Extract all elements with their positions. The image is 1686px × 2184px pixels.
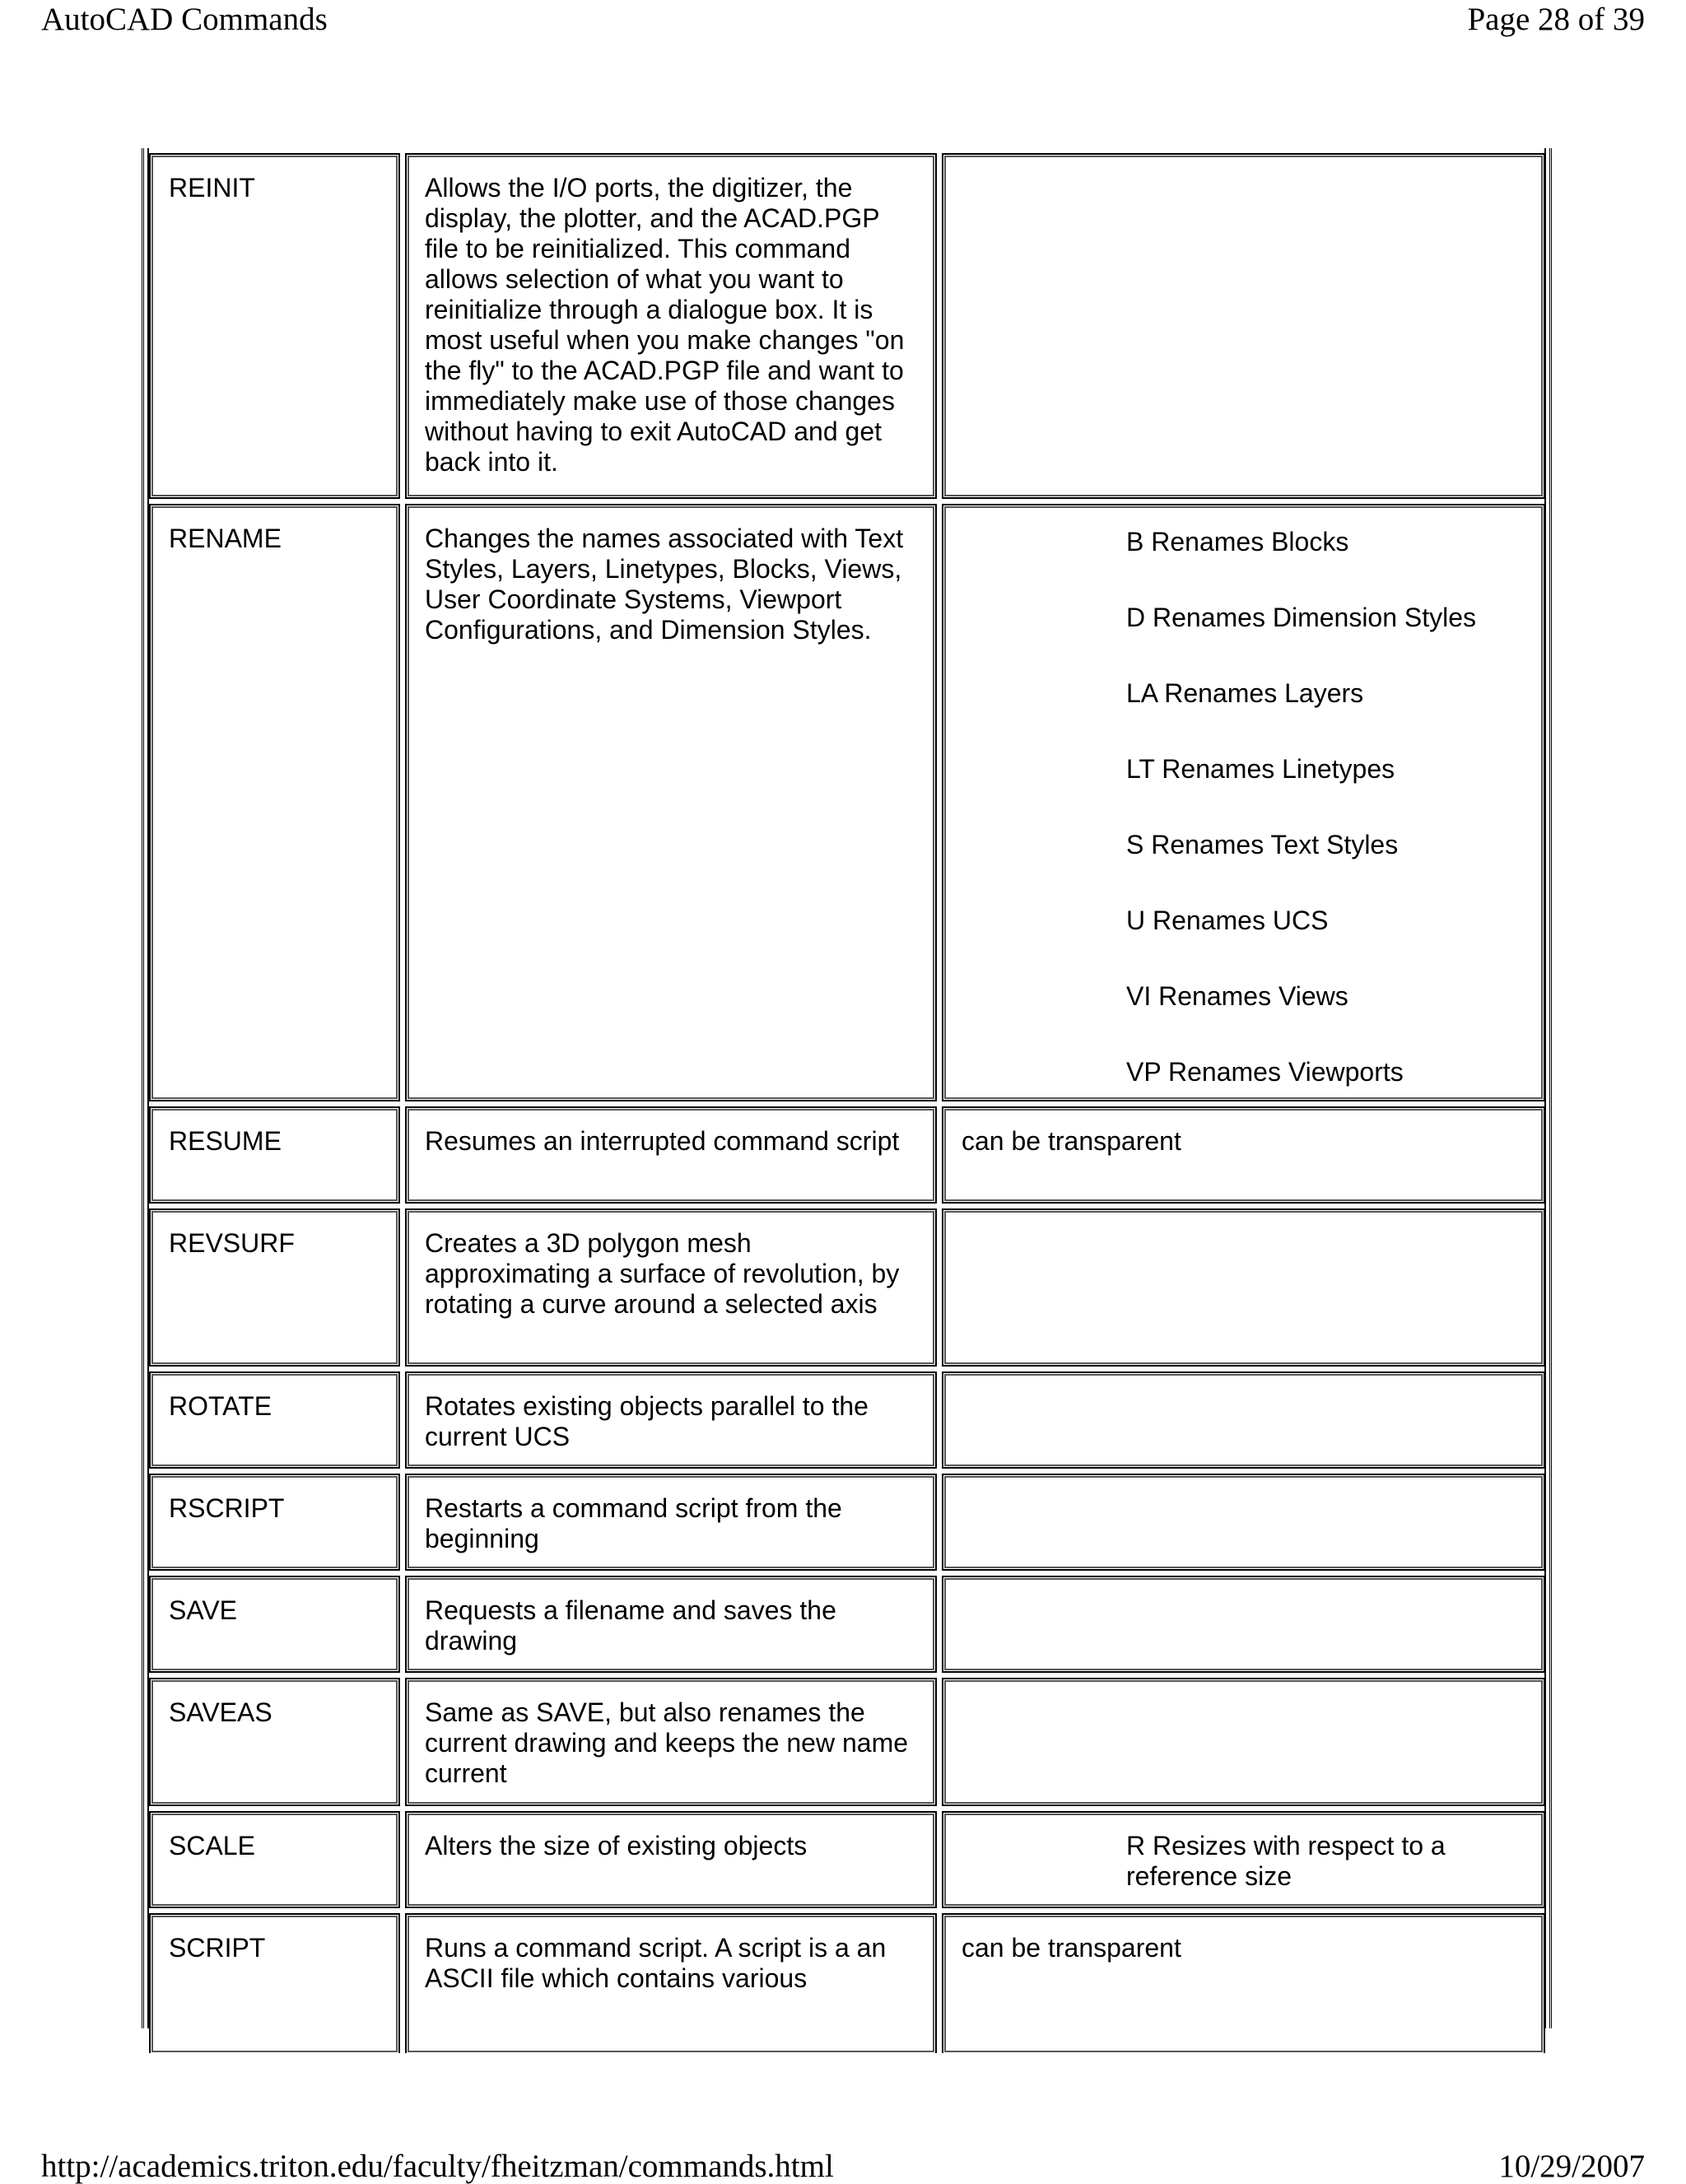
header-page-number: Page 28 of 39 — [1467, 2, 1645, 37]
description-cell: Requests a filename and saves the drawing — [405, 1576, 937, 1673]
table-row — [144, 1106, 1549, 1204]
option-item: S Renames Text Styles — [1126, 830, 1399, 859]
header-title: AutoCAD Commands — [41, 2, 328, 37]
command-cell: SCALE — [149, 1811, 400, 1908]
command-cell: ROTATE — [149, 1371, 400, 1469]
notes-cell — [942, 153, 1545, 499]
notes-cell: can be transparent — [942, 1106, 1545, 1204]
scale-option: R Resizes with respect to a reference size — [1126, 1831, 1446, 1891]
table-row — [144, 1913, 1549, 2053]
description-cell: Resumes an interrupted command script — [405, 1106, 937, 1204]
command-cell: SAVE — [149, 1576, 400, 1673]
description-cell: Runs a command script. A script is a an ASCII file which contains various — [405, 1913, 937, 2053]
table-row — [144, 1208, 1549, 1367]
table-row — [144, 1371, 1549, 1469]
notes-cell — [942, 1371, 1545, 1469]
notes-cell: can be transparent — [942, 1913, 1545, 2053]
command-cell: REINIT — [149, 153, 400, 499]
option-item: D Renames Dimension Styles — [1126, 603, 1477, 632]
command-cell: RSCRIPT — [149, 1474, 400, 1571]
command-cell: RENAME — [149, 504, 400, 1101]
option-item: VI Renames Views — [1126, 981, 1348, 1011]
option-item: B Renames Blocks — [1126, 527, 1349, 556]
command-cell: SCRIPT — [149, 1913, 400, 2053]
table-row — [144, 1474, 1549, 1571]
table-row — [144, 1811, 1549, 1908]
table-row — [144, 1678, 1549, 1806]
description-cell: Creates a 3D polygon mesh approximating a surface of revolution, by rotating a curve around a selected axis — [405, 1208, 937, 1367]
option-item: VP Renames Viewports — [1126, 1057, 1404, 1087]
option-item: LT Renames Linetypes — [1126, 754, 1395, 784]
notes-cell — [942, 1576, 1545, 1673]
description-cell: Changes the names associated with Text Styles, Layers, Linetypes, Blocks, Views, User Coordinate Systems, Viewport Configurations, and Dimension Styles. — [405, 504, 937, 1101]
table-row — [144, 504, 1549, 1101]
notes-cell — [942, 1678, 1545, 1806]
command-cell: SAVEAS — [149, 1678, 400, 1806]
notes-cell — [942, 504, 1545, 1101]
description-cell: Rotates existing objects parallel to the current UCS — [405, 1371, 937, 1469]
command-cell: RESUME — [149, 1106, 400, 1204]
notes-cell — [942, 1208, 1545, 1367]
option-item: LA Renames Layers — [1126, 678, 1364, 708]
option-item: U Renames UCS — [1126, 906, 1329, 935]
description-cell: Allows the I/O ports, the digitizer, the display, the plotter, and the ACAD.PGP file to be reinitialized. This command allows selection of what you want to reinitialize through a dialogue box. It is most useful when you make changes "on the fly" to the ACAD.PGP file and want to immediately make use of those changes without having to exit AutoCAD and get back into it. — [405, 153, 937, 499]
notes-cell — [942, 1811, 1545, 1908]
description-cell: Same as SAVE, but also renames the current drawing and keeps the new name current — [405, 1678, 937, 1806]
table-row — [144, 153, 1549, 499]
notes-cell — [942, 1474, 1545, 1571]
footer-url: http://academics.triton.edu/faculty/fheitzman/commands.html — [41, 2149, 834, 2184]
commands-table — [142, 148, 1552, 2028]
footer-date: 10/29/2007 — [1498, 2149, 1645, 2184]
description-cell: Restarts a command script from the beginning — [405, 1474, 937, 1571]
description-cell: Alters the size of existing objects — [405, 1811, 937, 1908]
table-row — [144, 1576, 1549, 1673]
rename-options-list — [962, 527, 1527, 1087]
command-cell: REVSURF — [149, 1208, 400, 1367]
